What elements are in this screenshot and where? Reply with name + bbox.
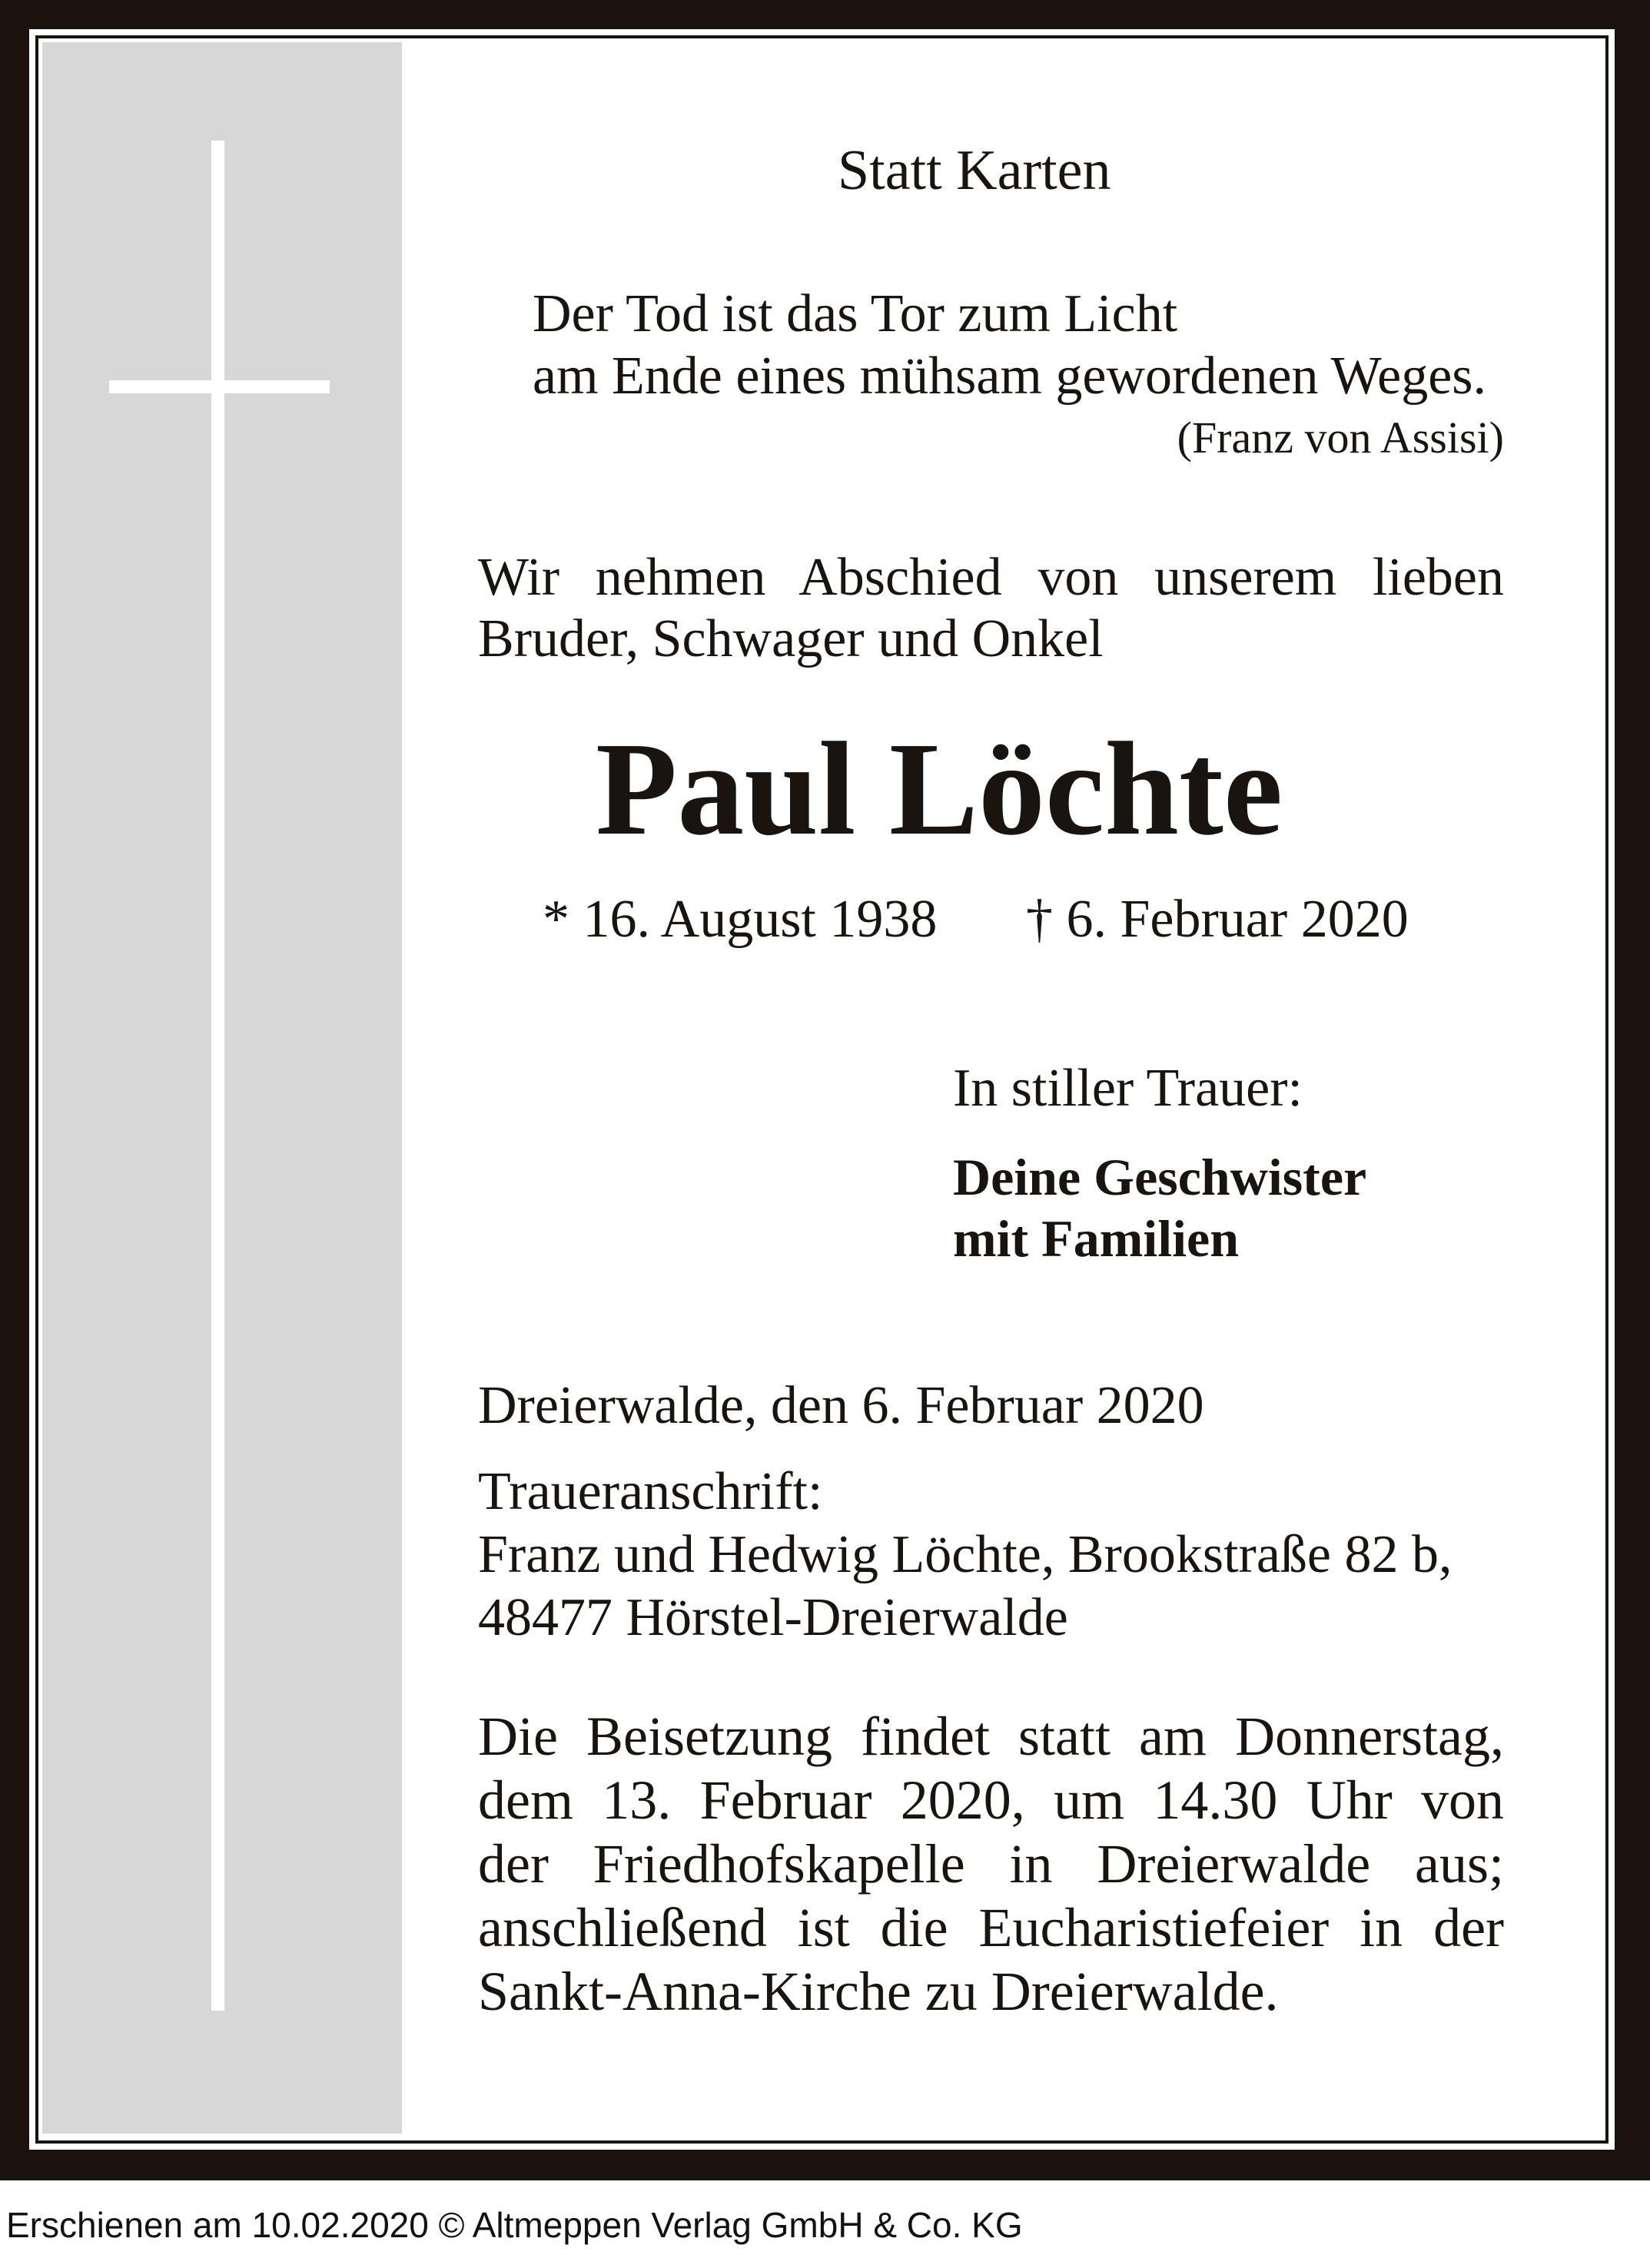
address-line-1: Franz und Hedwig Löchte, Brookstraße 82 b, bbox=[478, 1525, 1452, 1584]
quote-author: (Franz von Assisi) bbox=[1177, 413, 1504, 463]
death-date: † 6. Februar 2020 bbox=[1026, 890, 1409, 949]
intro-line-1: Wir nehmen Abschied von unserem lieben bbox=[478, 548, 1504, 607]
cross-icon-bar bbox=[109, 380, 330, 393]
funeral-line-1: Die Beisetzung findet statt am Donnerstag, bbox=[478, 1706, 1504, 1767]
publication-footer: Erschienen am 10.02.2020 © Altmeppen Verlag GmbH & Co. KG bbox=[6, 2205, 1023, 2245]
funeral-line-5: Sankt-Anna-Kirche zu Dreierwalde. bbox=[478, 1961, 1279, 2022]
statt-karten: Statt Karten bbox=[838, 139, 1111, 202]
mourners-line-1: Deine Geschwister bbox=[953, 1148, 1367, 1206]
address-label: Traueranschrift: bbox=[478, 1462, 823, 1521]
deceased-name: Paul Löchte bbox=[596, 715, 1283, 863]
funeral-line-3: der Friedhofskapelle in Dreierwalde aus; bbox=[478, 1833, 1504, 1895]
funeral-line-2: dem 13. Februar 2020, um 14.30 Uhr von bbox=[478, 1769, 1504, 1831]
birth-date: * 16. August 1938 bbox=[543, 890, 938, 949]
quote-line-1: Der Tod ist das Tor zum Licht bbox=[533, 284, 1178, 343]
mourners-intro: In stiller Trauer: bbox=[953, 1059, 1303, 1118]
mourners-line-2: mit Familien bbox=[953, 1209, 1240, 1268]
cross-icon bbox=[211, 141, 224, 2011]
address-line-2: 48477 Hörstel-Dreierwalde bbox=[478, 1588, 1068, 1647]
quote-line-2: am Ende eines mühsam gewordenen Weges. bbox=[533, 346, 1487, 406]
place-date: Dreierwalde, den 6. Februar 2020 bbox=[478, 1376, 1204, 1435]
intro-line-2: Bruder, Schwager und Onkel bbox=[478, 609, 1104, 668]
funeral-line-4: anschließend ist die Eucharistiefeier in der bbox=[478, 1897, 1504, 1958]
